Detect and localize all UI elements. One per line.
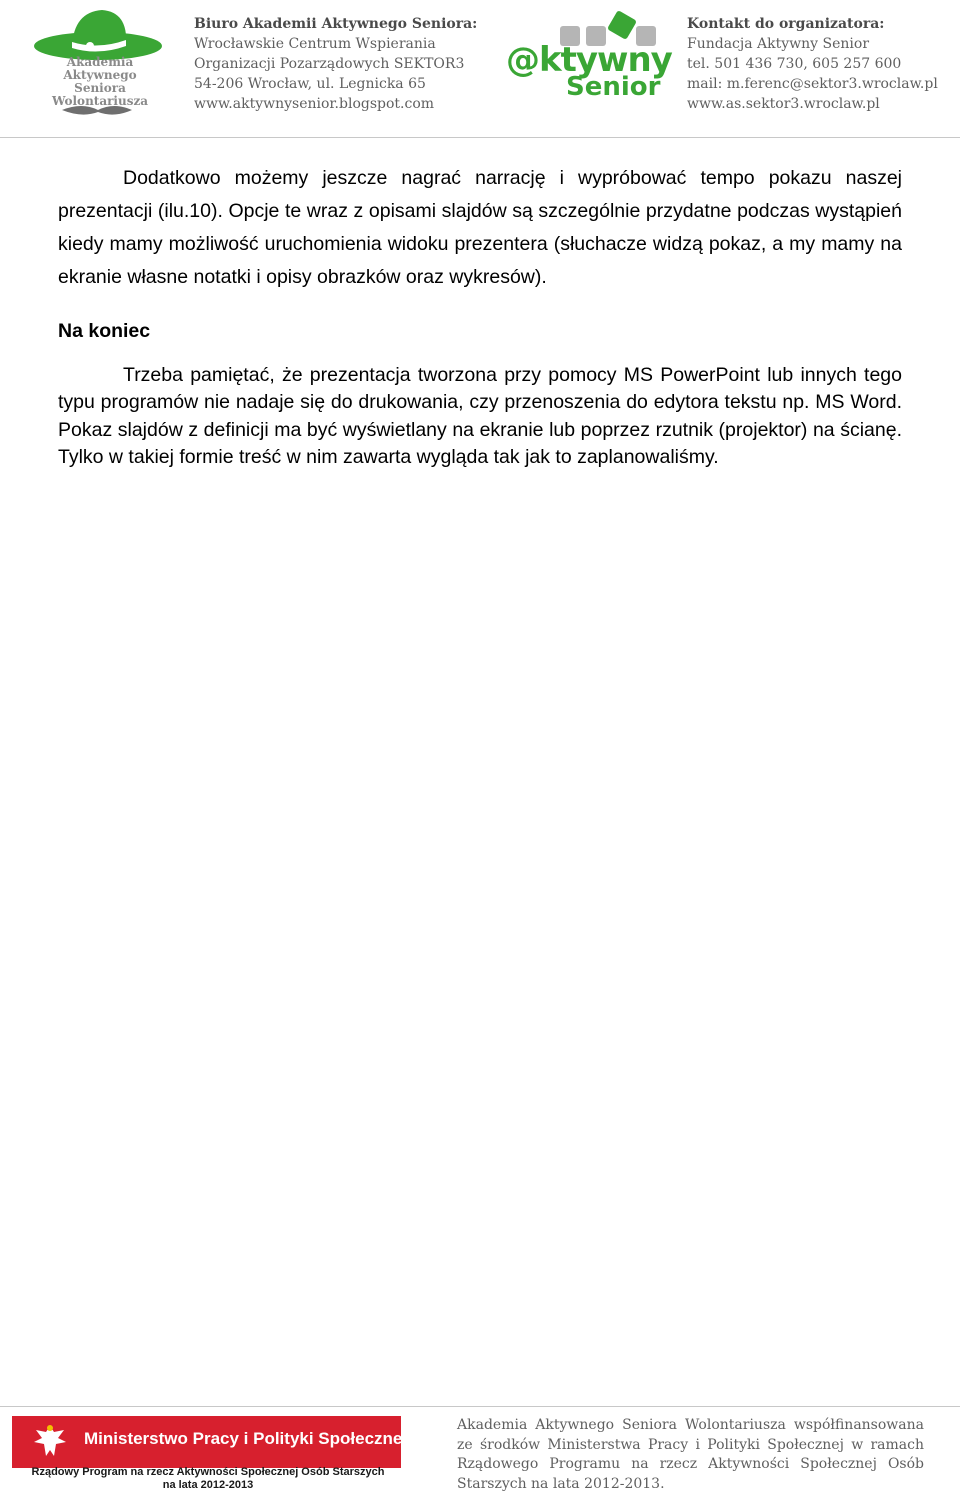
- program-line: Rządowy Program na rzecz Aktywności Społecznej Osób Starszych: [31, 1466, 385, 1478]
- logo-line: Aktywnego: [63, 68, 137, 82]
- akademia-logo-text: [52, 56, 148, 108]
- logo-word-senior: Senior: [566, 72, 661, 102]
- polish-eagle-icon: [28, 1422, 72, 1462]
- program-caption: [14, 1466, 402, 1492]
- office-website-link[interactable]: www.aktywnysenior.blogspot.com: [194, 96, 435, 112]
- section-heading: Na koniec: [58, 320, 151, 342]
- contact-title: Kontakt do organizatora:: [687, 16, 885, 32]
- contact-info: [687, 14, 938, 114]
- office-address: 54-206 Wrocław, ul. Legnicka 65: [194, 76, 426, 92]
- ministry-name: Ministerstwo Pracy i Polityki Społecznej: [84, 1429, 408, 1448]
- office-line: Wrocławskie Centrum Wspierania: [194, 36, 436, 52]
- akademia-hat-logo: [32, 6, 164, 124]
- logo-line: Akademia: [66, 55, 134, 69]
- contact-phone: tel. 501 436 730, 605 257 600: [687, 56, 902, 72]
- office-info: [194, 14, 477, 114]
- contact-email-link[interactable]: mail: m.ferenc@sektor3.wroclaw.pl: [687, 76, 938, 92]
- office-title: Biuro Akademii Aktywnego Seniora:: [194, 16, 478, 32]
- cofinance-notice: Akademia Aktywnego Seniora Wolontariusza współfinansowana ze środków Ministerstwa Pracy i Polityki Społecznej w ramach Rządowego Programu na rzecz Aktywności Społecznej Osób Starszych na lata 2012-2013.: [457, 1417, 924, 1493]
- page-footer: [0, 1406, 960, 1497]
- ministry-logo-banner: [12, 1416, 408, 1468]
- logo-line: Seniora: [74, 81, 126, 95]
- program-line: na lata 2012-2013: [162, 1479, 254, 1491]
- logo-line: Wolontariusza: [52, 94, 149, 108]
- body-paragraph: Dodatkowo możemy jeszcze nagrać narrację i wypróbować tempo pokazu naszej prezentacji (ilu.10). Opcje te wraz z opisami slajdów są szczególnie przydatne podczas wystąpień kiedy mamy możliwość uruchomienia widoku prezentera (słuchacze widzą pokaz, a my mamy na ekranie własne notatki i opisy obrazków oraz wykresów).: [58, 167, 902, 288]
- page-content: [58, 162, 902, 472]
- header-divider: [0, 137, 960, 138]
- aktywny-senior-logo: [506, 10, 672, 108]
- logo-word-aktywny: @ktywny: [506, 40, 672, 80]
- contact-website-link[interactable]: www.as.sektor3.wroclaw.pl: [687, 96, 880, 112]
- office-line: Organizacji Pozarządowych SEKTOR3: [194, 56, 465, 72]
- contact-organization: Fundacja Aktywny Senior: [687, 36, 870, 52]
- footer-divider: [0, 1406, 960, 1407]
- body-paragraph: Trzeba pamiętać, że prezentacja tworzona przy pomocy MS PowerPoint lub innych tego typu programów nie nadaje się do drukowania, czy przenoszenia do edytora tekstu np. MS Word. Pokaz slajdów z definicji ma być wyświetlany na ekranie lub poprzez rzutnik (projektor) na ścianę. Tylko w takiej formie treść w nim zawarta wygląda tak jak to zaplanowaliśmy.: [58, 364, 902, 469]
- page-header: [0, 0, 960, 138]
